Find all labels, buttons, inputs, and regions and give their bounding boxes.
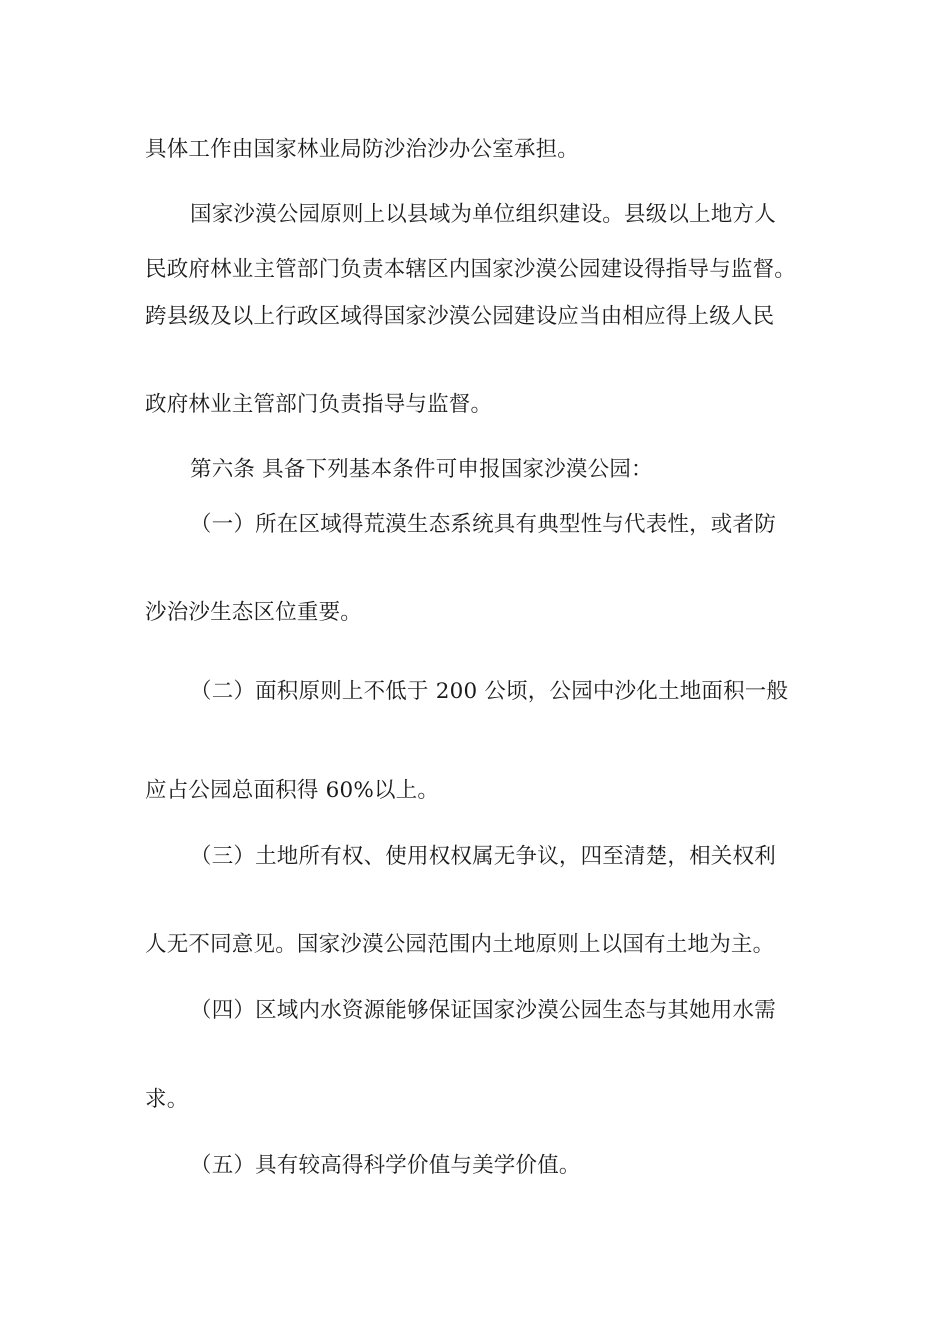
text-line-6: 第六条 具备下列基本条件可申报国家沙漠公园： (190, 457, 653, 482)
text-line-8: 沙治沙生态区位重要。 (145, 600, 363, 625)
text-line-2: 国家沙漠公园原则上以县域为单位组织建设。县级以上地方人 (190, 202, 776, 227)
text-line-9: （二）面积原则上不低于 200 公顷，公园中沙化土地面积一般 (190, 679, 789, 704)
text-line-1: 具体工作由国家林业局防沙治沙办公室承担。 (145, 137, 580, 162)
text-line-15: （五）具有较高得科学价值与美学价值。 (190, 1153, 581, 1178)
text-line-3: 民政府林业主管部门负责本辖区内国家沙漠公园建设得指导与监督。 (145, 257, 797, 282)
text-line-13: （四）区域内水资源能够保证国家沙漠公园生态与其她用水需 (190, 998, 776, 1023)
text-line-10: 应占公园总面积得 60%以上。 (145, 778, 440, 803)
text-line-7: （一）所在区域得荒漠生态系统具有典型性与代表性，或者防 (190, 512, 776, 537)
text-line-11: （三）土地所有权、使用权权属无争议，四至清楚，相关权利 (190, 844, 776, 869)
text-line-12: 人无不同意见。国家沙漠公园范围内土地原则上以国有土地为主。 (145, 932, 775, 957)
text-line-4: 跨县级及以上行政区域得国家沙漠公园建设应当由相应得上级人民 (145, 304, 775, 329)
text-line-5: 政府林业主管部门负责指导与监督。 (145, 392, 493, 417)
text-line-14: 求。 (145, 1087, 189, 1112)
